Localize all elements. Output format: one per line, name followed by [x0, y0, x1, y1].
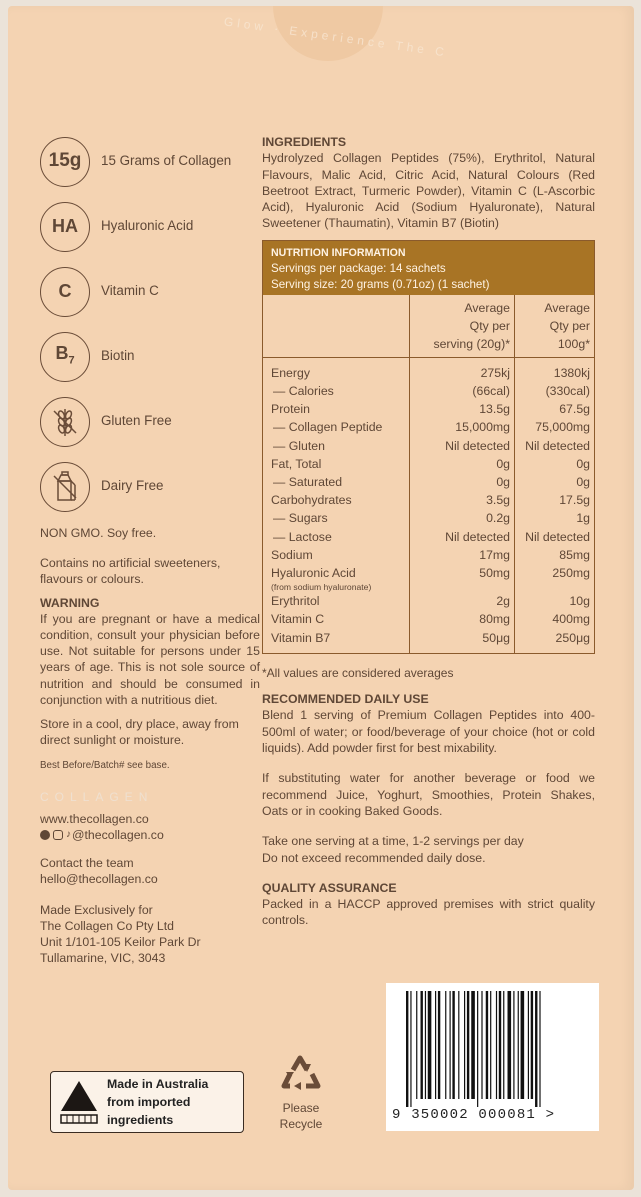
nutrition-header — [263, 241, 594, 295]
barcode-bar — [410, 991, 411, 1107]
feature-label: 15 Grams of Collagen — [101, 153, 232, 169]
barcode-bar — [435, 991, 436, 1099]
nutrient-name: Fat, Total — [263, 455, 410, 473]
per-serving-value: Nil detected — [410, 528, 515, 546]
per-serving-col-header: Average Qty per serving (20g)* — [410, 295, 515, 358]
recommended-p2: If substituting water for another beverage or food we recommend Juice, Yoghurt, Smoothies, Protein Shakes, Oats or in cooking Baked Goods. — [262, 771, 595, 818]
made-for-line-2: The Collagen Co Pty Ltd — [40, 918, 174, 933]
recycle-block — [272, 1050, 330, 1132]
feature-label: Gluten Free — [101, 413, 172, 429]
social-row — [40, 827, 260, 843]
per-serving-value: 0g — [410, 473, 515, 491]
barcode-bar — [486, 991, 488, 1099]
barcode-bar — [406, 991, 408, 1107]
per-100g-value: 0g — [576, 475, 590, 489]
quality-text: Packed in a HACCP approved premises with strict quality controls. — [262, 897, 595, 928]
barcode-bar — [421, 991, 423, 1099]
quality-title: QUALITY ASSURANCE — [262, 880, 397, 895]
per-serving-value: 50mg — [410, 564, 515, 592]
barcode-bar — [521, 991, 525, 1099]
nutrition-row — [263, 437, 594, 455]
biotin-b7-badge-icon: $B_7$ — [40, 332, 90, 382]
collagen-15g-badge-icon: 15g — [40, 137, 90, 187]
per-100g-value: 75,000mg — [535, 420, 590, 435]
averages-note: *All values are considered averages — [262, 665, 454, 680]
contact-title: Contact the team — [40, 856, 134, 871]
feature-label: Vitamin C — [101, 283, 159, 299]
serving-size: Serving size: 20 grams (0.71oz) (1 sachet) — [271, 277, 490, 291]
per-100g-value: Nil detected — [525, 438, 590, 453]
per-serving-value: 15,000mg — [410, 418, 515, 436]
nutrient-name: Hyaluronic Acid (from sodium hyaluronate) — [263, 564, 410, 592]
per-100g-value: Nil detected — [525, 529, 590, 544]
recycle-icon — [276, 1050, 326, 1096]
per-serving-value: 0.2g — [410, 509, 515, 527]
right-column — [262, 134, 595, 929]
made-in-australia-text: Made in Australia from imported ingredients — [107, 1077, 209, 1127]
nutrient-name: — Sugars — [263, 509, 410, 527]
feature-label: Dairy Free — [101, 478, 164, 494]
nutrition-row — [263, 610, 594, 628]
nutrient-name: Sodium — [263, 546, 410, 564]
per-100g-value: 67.5g — [559, 402, 590, 417]
per-serving-value: Nil detected — [410, 437, 515, 455]
nutrition-panel — [262, 240, 595, 654]
recycle-line-1: Please — [282, 1101, 320, 1115]
wheat-icon — [40, 397, 90, 447]
barcode-number: 9 350002 000081 > — [392, 1107, 556, 1123]
recommended-p3a: Take one serving at a time, 1-2 servings per day — [262, 834, 524, 849]
barcode-bar — [471, 991, 475, 1099]
nutrient-col-header — [263, 295, 410, 358]
barcode-bar — [518, 991, 519, 1099]
nutrient-name: — Gluten — [263, 437, 410, 455]
per-100g-value: 85mg — [559, 547, 590, 562]
social-handle: @thecollagen.co — [72, 828, 164, 843]
barcode-bar — [445, 991, 446, 1099]
made-for-line-4: Tullamarine, VIC, 3043 — [40, 951, 166, 966]
tiktok-icon: ♪ — [66, 829, 71, 841]
nutrition-row — [263, 455, 594, 473]
non-gmo-text: NON GMO. Soy free. — [40, 526, 157, 540]
feature-gluten-free — [40, 395, 260, 448]
barcode-bar — [481, 991, 482, 1099]
warning-body: If you are pregnant or have a medical condition, consult your physician before use. Not suitable for persons under 15 years of age. This is not sole source of nutrition and should be consumed in conjunction with a nutritious diet. — [40, 611, 260, 707]
vitamin-c-badge-icon: C — [40, 267, 90, 317]
nutrition-table-header — [263, 295, 594, 358]
barcode-bar — [539, 991, 540, 1107]
per-100g-value: 0g — [576, 456, 590, 471]
per-serving-value: 50μg — [410, 629, 515, 653]
instagram-icon — [53, 830, 63, 840]
barcode-bar — [464, 991, 465, 1099]
feature-label: Biotin — [101, 348, 135, 364]
barcode-bar — [531, 991, 533, 1099]
nutrition-title: NUTRITION INFORMATION — [271, 246, 406, 259]
barcode-bar — [499, 991, 501, 1099]
best-before-text: Best Before/Batch# see base. — [40, 760, 170, 772]
nutrient-name: Erythritol — [263, 592, 410, 610]
hyaluronic-badge-icon: HA — [40, 202, 90, 252]
recommended-p1: Blend 1 serving of Premium Collagen Peptides into 400-500ml of water; or food/beverage of your choice (hot or cold liquids). Add powder first for best mixability. — [262, 708, 595, 756]
barcode-bar — [450, 991, 451, 1099]
barcode — [386, 983, 599, 1131]
barcode-bar — [425, 991, 426, 1099]
per-100g-value: (330cal) — [545, 383, 590, 398]
facebook-icon — [40, 830, 50, 840]
nutrient-name: — Lactose — [263, 528, 410, 546]
nutrient-name: Energy — [263, 357, 410, 382]
per-100g-value: 1g — [576, 511, 590, 526]
barcode-bar — [438, 991, 440, 1099]
barcode-bar — [490, 991, 491, 1099]
barcode-bar — [528, 991, 529, 1099]
nutrition-row — [263, 528, 594, 546]
website-text: www.thecollagen.co — [40, 811, 149, 826]
barcode-bar — [477, 991, 478, 1107]
made-for-line-3: Unit 1/101-105 Keilor Park Dr — [40, 935, 201, 950]
storage-text: Store in a cool, dry place, away from direct sunlight or moisture. — [40, 717, 239, 748]
recommended-title: RECOMMENDED DAILY USE — [262, 692, 429, 707]
arc-tagline: Glow · Experience The C — [223, 14, 449, 60]
nutrition-row — [263, 509, 594, 527]
barcode-bar — [458, 991, 459, 1099]
ingredients-text: Hydrolyzed Collagen Peptides (75%), Erythritol, Natural Flavours, Malic Acid, Citric Acid, Natural Colours (Red Beetroot Extract, Turmeric Powder), Vitamin C (L-Ascorbic Acid), Hyaluronic Acid (Sodium Hyaluronate), Natural Sweetener (Thaumatin), Vitamin B7 (Biotin) — [262, 151, 595, 231]
feature-biotin — [40, 330, 260, 383]
feature-vitamin-c — [40, 265, 260, 318]
feature-dairy-free — [40, 460, 260, 513]
nutrient-name: Vitamin B7 — [263, 629, 410, 653]
nutrition-row — [263, 357, 594, 382]
ingredients-title: INGREDIENTS — [262, 135, 347, 149]
per-serving-value: 3.5g — [410, 491, 515, 509]
barcode-bar — [452, 991, 454, 1099]
nutrition-row — [263, 473, 594, 491]
per-serving-value: 17mg — [410, 546, 515, 564]
nutrient-name: Carbohydrates — [263, 491, 410, 509]
nutrition-row — [263, 491, 594, 509]
recommended-p3b: Do not exceed recommended daily dose. — [262, 850, 486, 865]
barcode-bar — [513, 991, 514, 1099]
nutrient-name: — Calories — [263, 382, 410, 400]
per-serving-value: 275kj — [410, 357, 515, 382]
left-column — [40, 135, 260, 966]
per-serving-value: (66cal) — [410, 382, 515, 400]
nutrition-row — [263, 592, 594, 610]
milk-carton-icon — [40, 462, 90, 512]
nutrition-row — [263, 629, 594, 653]
per-100g-col-header: Average Qty per 100g* — [515, 295, 595, 358]
nutrition-row — [263, 382, 594, 400]
warning-title: WARNING — [40, 595, 100, 610]
per-serving-value: 0g — [410, 455, 515, 473]
per-100g-value: 400mg — [552, 612, 590, 627]
per-100g-value: 250μg — [555, 630, 590, 645]
recycle-line-2: Recycle — [279, 1117, 323, 1131]
barcode-bar — [496, 991, 497, 1099]
nutrition-row — [263, 400, 594, 418]
feature-collagen — [40, 135, 260, 188]
barcode-bar — [467, 991, 469, 1099]
barcode-bars — [404, 991, 584, 1107]
per-100g-value: 1380kj — [553, 365, 590, 380]
nutrition-row — [263, 546, 594, 564]
nutrient-name: — Saturated — [263, 473, 410, 491]
nutrition-table — [263, 295, 594, 653]
per-serving-value: 2g — [410, 592, 515, 610]
contact-email: hello@thecollagen.co — [40, 872, 158, 887]
nutrient-name: Protein — [263, 400, 410, 418]
nutrient-name: Vitamin C — [263, 610, 410, 628]
feature-label: Hyaluronic Acid — [101, 218, 194, 234]
per-serving-value: 80mg — [410, 610, 515, 628]
no-artificial-text: Contains no artificial sweeteners, flavours or colours. — [40, 556, 221, 587]
nutrient-name: — Collagen Peptide — [263, 418, 410, 436]
per-100g-value: 10g — [569, 594, 590, 609]
servings-per-package: Servings per package: 14 sachets — [271, 261, 446, 275]
made-for-line-1: Made Exclusively for — [40, 902, 153, 917]
feature-hyaluronic — [40, 200, 260, 253]
nutrition-row — [263, 418, 594, 436]
kangaroo-triangle-icon — [57, 1077, 101, 1127]
brand-wordmark: COLLAGEN — [40, 789, 154, 804]
barcode-bar — [416, 991, 417, 1099]
nutrition-row — [263, 564, 594, 592]
barcode-bar — [508, 991, 512, 1099]
barcode-bar — [428, 991, 432, 1099]
barcode-bar — [535, 991, 537, 1107]
per-100g-value: 250mg — [552, 566, 590, 581]
per-100g-value: 17.5g — [559, 493, 590, 508]
made-in-australia-label — [50, 1071, 244, 1133]
barcode-bar — [503, 991, 504, 1099]
per-serving-value: 13.5g — [410, 400, 515, 418]
